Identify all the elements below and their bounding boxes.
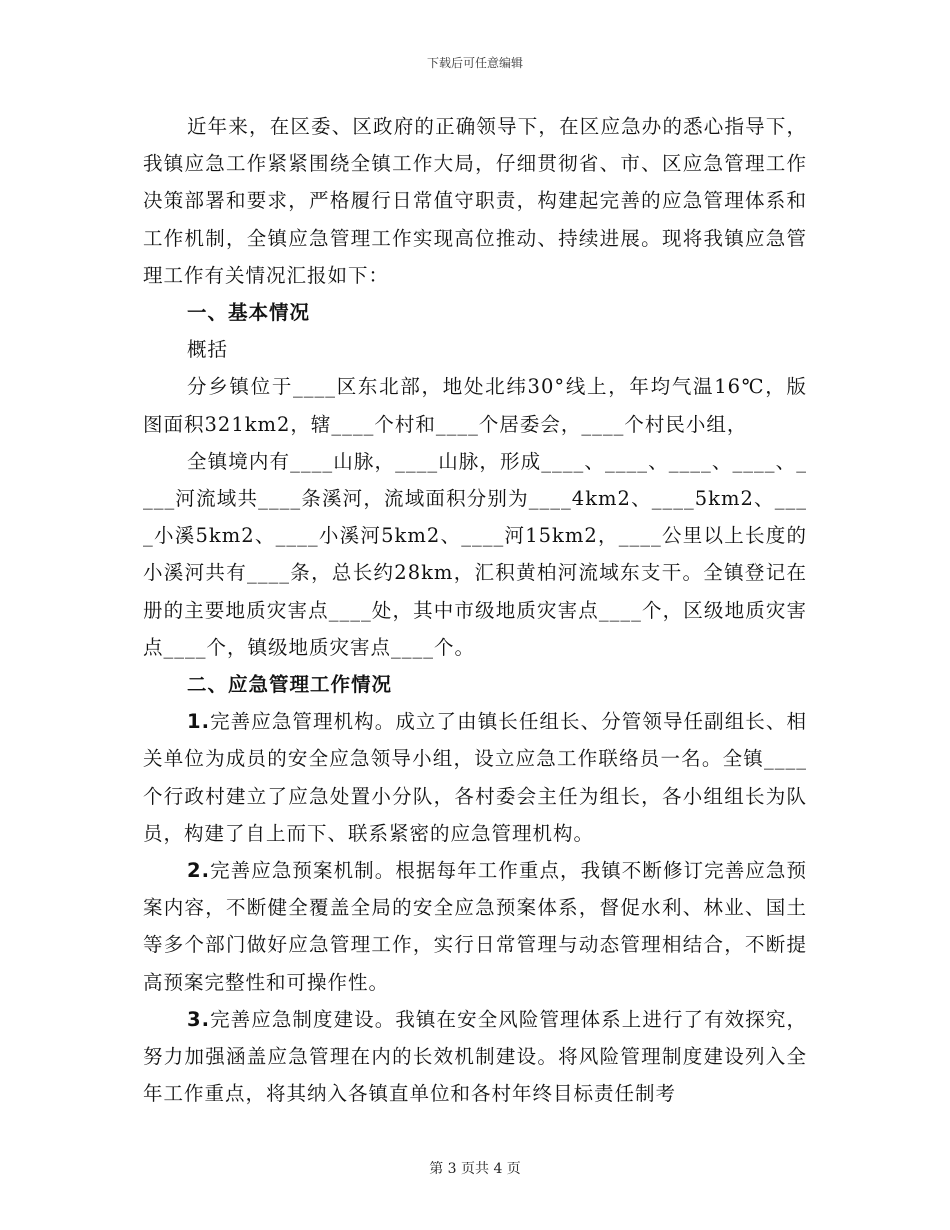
section-heading-basic-info: 一、基本情况: [187, 301, 311, 325]
document-body: [143, 108, 807, 1112]
page-header-note: 下载后可任意编辑: [426, 56, 523, 70]
item-paragraph-1: [143, 703, 807, 852]
overview-paragraph-rivers: 全镇境内有____山脉，____山脉，形成____、____、____、____、____河流域共____条溪河，流域面积分别为____4km2、____5km2、____小溪5km2、____小溪河5km2、____河15km2，____公里以上长度的小溪河共有____条，总长约28km，汇积黄柏河流域东支干。全镇登记在册的主要地质灾害点____处，其中市级地质灾害点____个，区级地质灾害点____个，镇级地质灾害点____个。: [143, 449, 807, 659]
overview-label: 概括: [187, 338, 229, 362]
item-number-3: 3.: [187, 1007, 210, 1031]
item-paragraph-2: [143, 852, 807, 1001]
item-text-3: 完善应急制度建设。我镇在安全风险管理体系上进行了有效探究，努力加强涵盖应急管理在内的长效机制建设。将风险管理制度建设列入全年工作重点，将其纳入各镇直单位和各村年终目标责任制考: [143, 1007, 807, 1106]
item-number-2: 2.: [187, 859, 210, 883]
item-paragraph-3: [143, 1001, 807, 1113]
section-heading-emergency-work: 二、应急管理工作情况: [187, 673, 393, 697]
item-text-1: 完善应急管理机构。成立了由镇长任组长、分管领导任副组长、相关单位为成员的安全应急领导小组，设立应急工作联络员一名。全镇____个行政村建立了应急处置小分队，各村委会主任为组长，各小组组长为队员，构建了自上而下、联系紧密的应急管理机构。: [143, 710, 807, 845]
overview-paragraph-location: 分乡镇位于____区东北部，地处北纬30°线上，年均气温16℃，版图面积321km2，辖____个村和____个居委会，____个村民小组，: [143, 375, 807, 436]
item-number-1: 1.: [187, 710, 210, 734]
intro-paragraph: 近年来，在区委、区政府的正确领导下，在区应急办的悉心指导下，我镇应急工作紧紧围绕全镇工作大局，仔细贯彻省、市、区应急管理工作决策部署和要求，严格履行日常值守职责，构建起完善的应急管理体系和工作机制，全镇应急管理工作实现高位推动、持续进展。现将我镇应急管理工作有关情况汇报如下：: [143, 115, 807, 287]
page-footer-number: 第 3 页共 4 页: [429, 1161, 521, 1177]
item-text-2: 完善应急预案机制。根据每年工作重点，我镇不断修订完善应急预案内容，不断健全覆盖全局的安全应急预案体系，督促水利、林业、国土等多个部门做好应急管理工作，实行日常管理与动态管理相结合，不断提高预案完整性和可操作性。: [143, 859, 807, 994]
